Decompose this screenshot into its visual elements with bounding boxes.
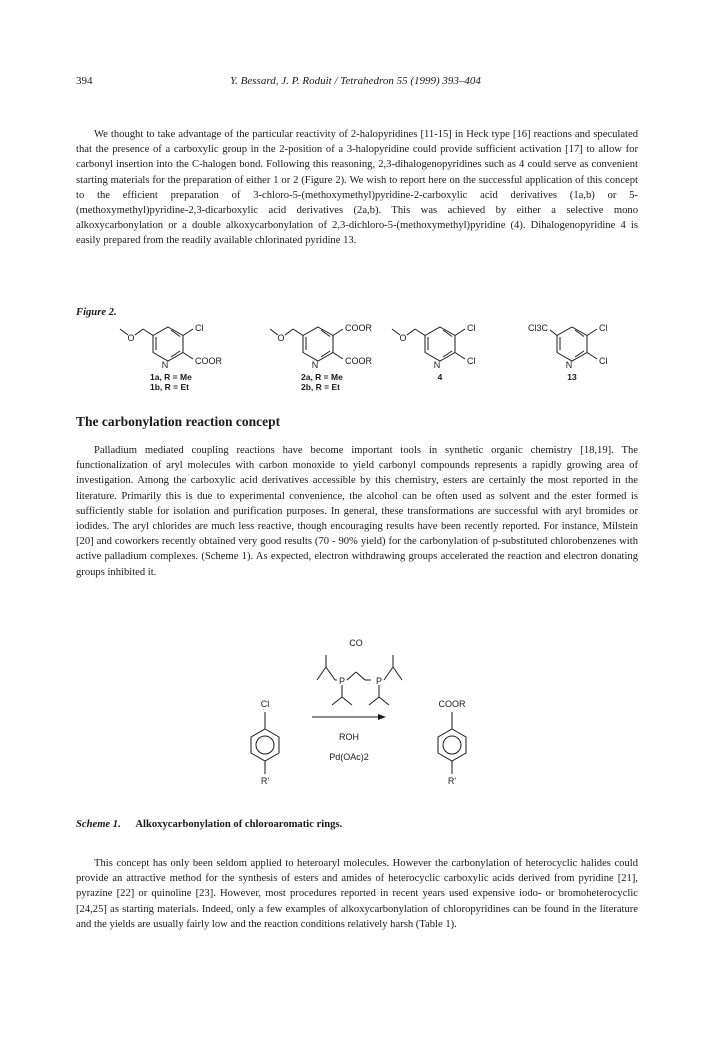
- s2-label-b: 2b, R = Et: [301, 382, 340, 392]
- reagent-roh: ROH: [339, 732, 359, 742]
- product-ring: [438, 729, 466, 761]
- s4-o-atom: O: [399, 333, 407, 343]
- s2-n-atom: N: [311, 360, 319, 370]
- s1-label-a: 1a, R = Me: [150, 372, 192, 382]
- structure-13: [550, 327, 597, 361]
- s1-n-atom: N: [161, 360, 169, 370]
- s13-n-atom: N: [565, 360, 573, 370]
- s4-label: 4: [437, 372, 443, 382]
- scheme-caption-label: Scheme 1.: [76, 819, 121, 830]
- ligand-p2: P: [375, 676, 383, 686]
- section-paragraph: [76, 443, 638, 580]
- intro-paragraph-text: We thought to take advantage of the particular reactivity of 2-halopyridines [11-15] in Heck type [16] reactions and speculated that the presence of a carboxylic group in the 2-position of a 3-halopyridine could provide sufficient activation [17] to allow for carbonyl insertion into the C-halogen bond. Following this reasoning, 2,3-dihalogenopyridines such as 4 could serve as convenient starting materials for the preparation of either 1 or 2 (Figure 2). We wish to report here on the successful application of this concept to the efficient preparation of 3-chloro-5-(methoxymethyl)pyridine-2-carboxylic acid derivatives (1a,b) or 5-(methoxymethyl)pyridine-2,3-dicarboxylic acid derivatives (2a,b). This was achieved by either a selective mono alkoxycarbonylation or a double alkoxycarbonylation of 2,3-dichloro-5-(methoxymethyl)pyridine (4). Dihalogenopyridine 4 is easily prepared from the readily available chlorinated pyridine 13.: [76, 129, 638, 247]
- s13-label: 13: [567, 372, 577, 382]
- product-r: R': [447, 776, 457, 786]
- final-paragraph: [76, 856, 638, 932]
- intro-paragraph: [76, 127, 638, 249]
- scheme-caption-text: Alkoxycarbonylation of chloroaromatic rings.: [135, 819, 343, 830]
- reactant-r: R': [260, 776, 270, 786]
- ligand-p1: P: [338, 676, 346, 686]
- scheme-1-graphic: [0, 626, 711, 810]
- s2-sub-top: COOR: [345, 323, 372, 333]
- s1-o-atom: O: [127, 333, 135, 343]
- s4-n-atom: N: [433, 360, 441, 370]
- page-number: 394: [76, 75, 93, 87]
- s13-sub-top: Cl: [599, 323, 608, 333]
- reagent-pd: Pd(OAc)2: [329, 752, 369, 762]
- figure-2-structures: [0, 312, 711, 404]
- s13-ccl3: Cl3C: [527, 323, 548, 333]
- figure-label: Figure 2.: [76, 307, 117, 318]
- reactant-cl: Cl: [260, 699, 270, 709]
- s2-sub-bottom: COOR: [345, 356, 372, 366]
- final-paragraph-text: This concept has only been seldom applied to heteroaryl molecules. However the carbonylation of heterocyclic halides could provide an attractive method for the synthesis of esters and amides of heterocyclic carboxylic acids derived from pyridine [21], pyrazine [22] or quinoline [23]. However, most procedures reported in recent years used expensive iodo- or bromoheterocyclic [24,25] as starting materials. Indeed, only a few examples of alkoxycarbonylation of chloropyridines can be found in the literature and the yields are usually fairly low and the reaction conditions relatively harsh (Table 1).: [76, 858, 638, 930]
- s1-sub-bottom: COOR: [195, 356, 222, 366]
- s1-label-b: 1b, R = Et: [150, 382, 189, 392]
- reactant-ring: [251, 729, 279, 761]
- scheme-caption: [76, 819, 342, 830]
- section-title: The carbonylation reaction concept: [76, 414, 281, 429]
- running-title: Y. Bessard, J. P. Roduit / Tetrahedron 55 (1999) 393–404: [230, 75, 481, 87]
- s13-sub-bottom: Cl: [599, 356, 608, 366]
- s2-o-atom: O: [277, 333, 285, 343]
- s1-sub-top: Cl: [195, 323, 204, 333]
- reagent-co: CO: [349, 638, 363, 648]
- s2-label-a: 2a, R = Me: [301, 372, 343, 382]
- product-coor: COOR: [438, 699, 466, 709]
- section-paragraph-text: Palladium mediated coupling reactions have become important tools in synthetic organic chemistry [18,19]. The functionalization of aryl molecules with carbon monoxide to yield carbonyl compounds represents a rapidly growing area of investigation. Among the carboxylic acid derivatives accessible by this chemistry, esters are certainly the most reported in the literature. Primarily this is due to experimental convenience, the alcohol can be often used as solvent and the ester formed is sufficiently stable for isolation and purification purposes. In general, these transformations are successful with aryl bromides or iodides. The aryl chlorides are much less reactive, though encouraging results have been recently reported. For instance, Milstein [20] and coworkers recently obtained very good results (70 - 90% yield) for the carbonylation of p-substituted chlorobenzenes with active palladium complexes. (Scheme 1). As expected, electron withdrawing groups accelerated the reaction and electron donating groups inhibited it.: [76, 445, 638, 578]
- s4-sub-top: Cl: [467, 323, 476, 333]
- s4-sub-bottom: Cl: [467, 356, 476, 366]
